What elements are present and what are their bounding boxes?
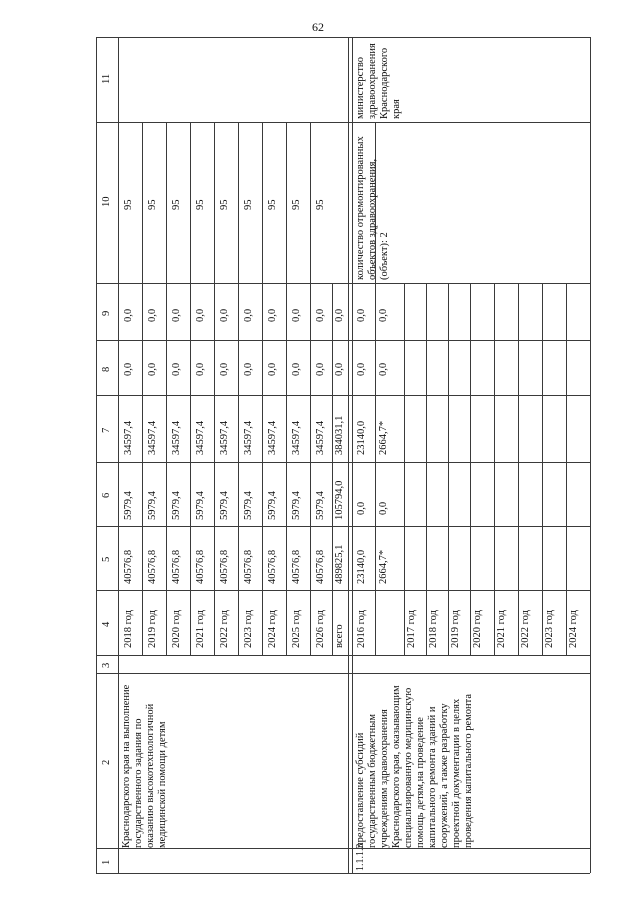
cell-col9: 0,0 (123, 308, 134, 322)
cell-col5: 489825,1 (334, 544, 345, 584)
section-b-responsible: министерство здравоохранения Краснодарского края (355, 43, 402, 119)
row-year: 2018 год (428, 610, 439, 648)
row-year: 2022 год (520, 610, 531, 648)
row-year: 2019 год (450, 610, 461, 648)
cell-col7: 34597,4 (291, 420, 302, 455)
column-number-8: 8 (101, 366, 112, 372)
cell-col6: 0,0 (378, 501, 389, 515)
cell-col7: 34597,4 (315, 420, 326, 455)
cell-col10: 95 (315, 199, 326, 210)
row-year: 2017 год (406, 610, 417, 648)
cell-col9: 0,0 (315, 308, 326, 322)
cell-col10: 95 (123, 199, 134, 210)
cell-col9: 0,0 (334, 308, 345, 322)
cell-col5: 40576,8 (267, 549, 278, 584)
column-number-5: 5 (101, 556, 112, 562)
cell-col9: 0,0 (267, 308, 278, 322)
cell-col8: 0,0 (356, 362, 367, 376)
column-number-1: 1 (101, 859, 112, 865)
section-b-indicator: количество отремонтированных объектов здравоохранения, (объект): 2 (355, 136, 390, 280)
cell-col5: 40576,8 (243, 549, 254, 584)
cell-col7: 34597,4 (267, 420, 278, 455)
cell-col6: 5979,4 (291, 491, 302, 520)
cell-col6: 5979,4 (219, 491, 230, 520)
cell-col9: 0,0 (291, 308, 302, 322)
cell-col5: 40576,8 (291, 549, 302, 584)
cell-col6: 105794,0 (334, 480, 345, 520)
cell-col7: 34597,4 (123, 420, 134, 455)
row-year: 2019 год (147, 610, 158, 648)
row-year: 2021 год (195, 610, 206, 648)
row-year: всего (334, 624, 345, 648)
cell-col6: 5979,4 (315, 491, 326, 520)
cell-col7: 34597,4 (195, 420, 206, 455)
cell-col5: 23140,0 (356, 549, 367, 584)
cell-col8: 0,0 (378, 362, 389, 376)
cell-col7: 23140,0 (356, 420, 367, 455)
cell-col10: 95 (267, 199, 278, 210)
cell-col8: 0,0 (195, 362, 206, 376)
cell-col6: 0,0 (356, 501, 367, 515)
cell-col7: 34597,4 (171, 420, 182, 455)
row-year: 2024 год (267, 610, 278, 648)
cell-col9: 0,0 (147, 308, 158, 322)
cell-col8: 0,0 (334, 362, 345, 376)
row-year: 2026 год (315, 610, 326, 648)
cell-col5: 40576,8 (219, 549, 230, 584)
cell-col8: 0,0 (123, 362, 134, 376)
column-number-3: 3 (101, 662, 112, 668)
row-year: 2020 год (472, 610, 483, 648)
cell-col5: 2664,7* (378, 549, 389, 584)
cell-col7: 34597,4 (147, 420, 158, 455)
section-b-number: 1.1.1.3 (355, 843, 366, 871)
cell-col5: 40576,8 (147, 549, 158, 584)
cell-col10: 95 (291, 199, 302, 210)
cell-col8: 0,0 (147, 362, 158, 376)
cell-col5: 40576,8 (123, 549, 134, 584)
row-year: 2024 год (568, 610, 579, 648)
cell-col9: 0,0 (195, 308, 206, 322)
cell-col6: 5979,4 (243, 491, 254, 520)
cell-col6: 5979,4 (147, 491, 158, 520)
row-year: 2018 год (123, 610, 134, 648)
row-year: 2020 год (171, 610, 182, 648)
cell-col9: 0,0 (356, 308, 367, 322)
cell-col7: 34597,4 (243, 420, 254, 455)
row-year: 2022 год (219, 610, 230, 648)
cell-col6: 5979,4 (267, 491, 278, 520)
page-number: 62 (312, 20, 324, 34)
row-year: 2025 год (291, 610, 302, 648)
row-year: 2023 год (544, 610, 555, 648)
column-number-6: 6 (101, 492, 112, 498)
cell-col10: 95 (219, 199, 230, 210)
cell-col5: 40576,8 (315, 549, 326, 584)
column-number-4: 4 (101, 621, 112, 627)
cell-col10: 95 (171, 199, 182, 210)
cell-col5: 40576,8 (171, 549, 182, 584)
section-a-description: Краснодарского края на выполнение государственного задания по оказанию высокотехнологичной медицинской помощи детям (121, 684, 168, 848)
row-year: 2023 год (243, 610, 254, 648)
cell-col10: 95 (195, 199, 206, 210)
column-number-7: 7 (101, 427, 112, 433)
column-number-11: 11 (101, 73, 112, 84)
column-number-2: 2 (101, 759, 112, 765)
section-b-description: предоставление субсидий государственным бюджетным учреждениям здравоохранения Краснодарского края, оказывающим специализированную медицинскую помощь детям,на проведение капитального ремонта зданий и сооружений, а также разработку проектной документации в целях проведения капитального ремонта (355, 685, 474, 848)
cell-col8: 0,0 (315, 362, 326, 376)
cell-col8: 0,0 (243, 362, 254, 376)
cell-col10: 95 (147, 199, 158, 210)
cell-col9: 0,0 (243, 308, 254, 322)
cell-col9: 0,0 (378, 308, 389, 322)
cell-col8: 0,0 (171, 362, 182, 376)
column-number-9: 9 (101, 310, 112, 316)
cell-col5: 40576,8 (195, 549, 206, 584)
cell-col8: 0,0 (219, 362, 230, 376)
cell-col7: 384031,1 (334, 415, 345, 455)
row-year: 2021 год (496, 610, 507, 648)
column-number-10: 10 (101, 196, 112, 207)
cell-col9: 0,0 (171, 308, 182, 322)
cell-col6: 5979,4 (195, 491, 206, 520)
row-year: 2016 год (356, 610, 367, 648)
cell-col7: 2664,7* (378, 420, 389, 455)
cell-col8: 0,0 (291, 362, 302, 376)
cell-col6: 5979,4 (171, 491, 182, 520)
cell-col8: 0,0 (267, 362, 278, 376)
cell-col9: 0,0 (219, 308, 230, 322)
cell-col10: 95 (243, 199, 254, 210)
cell-col7: 34597,4 (219, 420, 230, 455)
cell-col6: 5979,4 (123, 491, 134, 520)
